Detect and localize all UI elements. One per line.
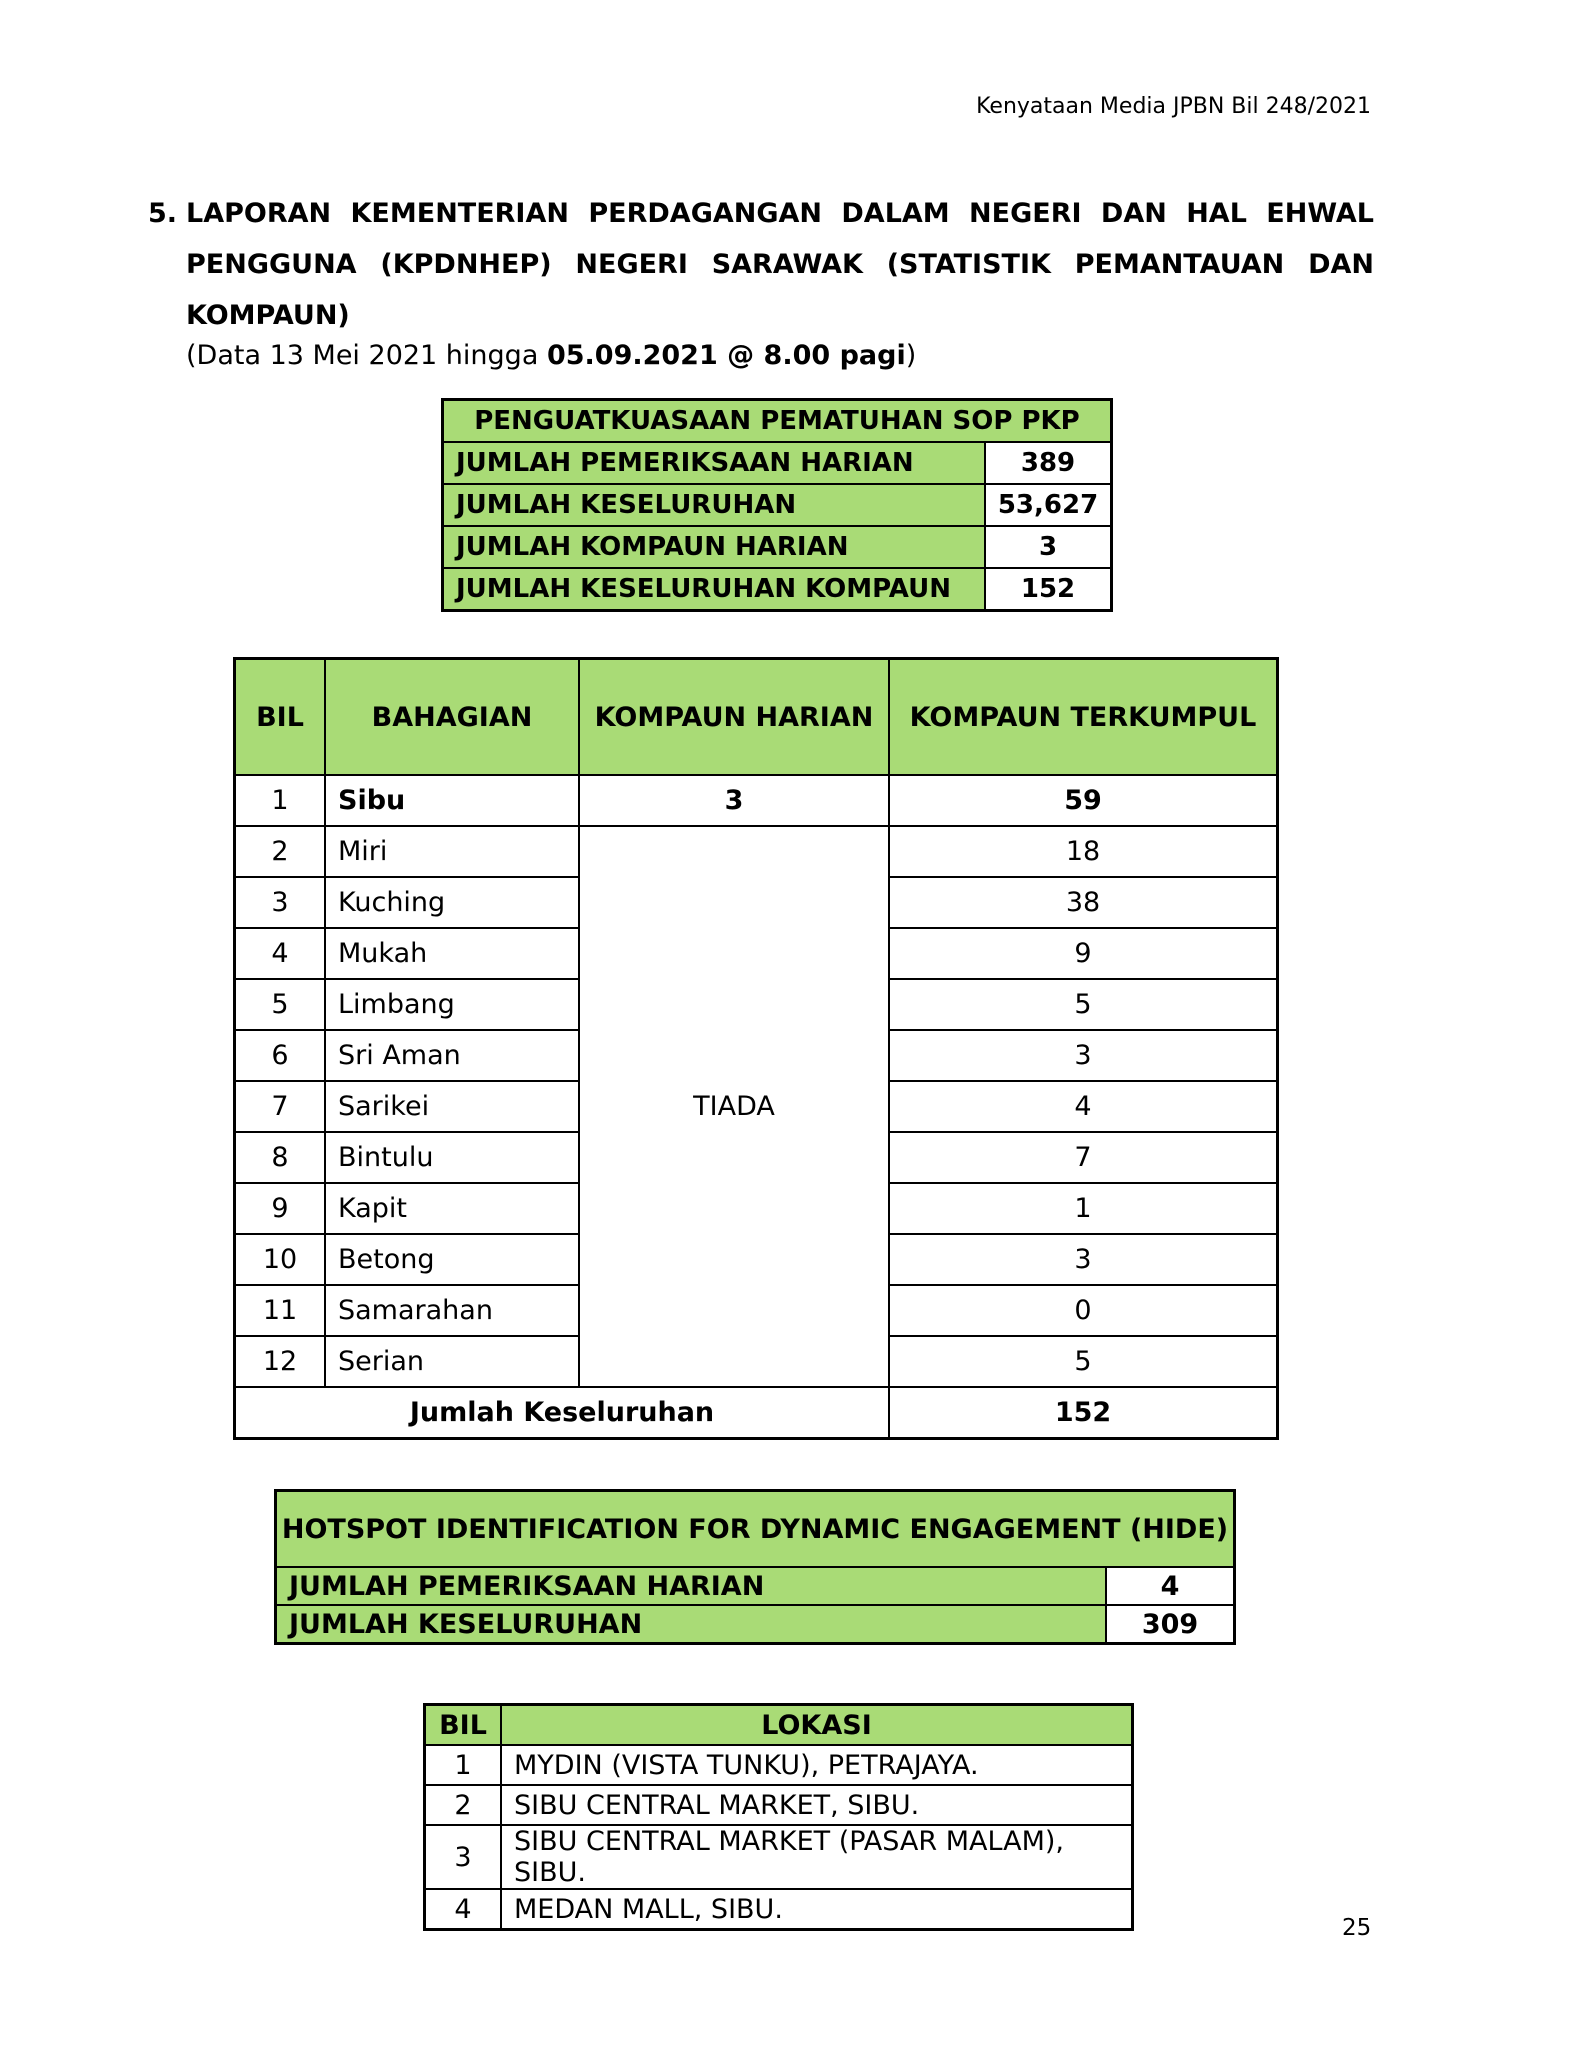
cell-bil: 8 bbox=[235, 1132, 326, 1183]
cell-bil: 5 bbox=[235, 979, 326, 1030]
cell-bahagian: Sarikei bbox=[325, 1081, 579, 1132]
cell-harian-merged: TIADA bbox=[579, 826, 889, 1387]
row-label: JUMLAH KESELURUHAN bbox=[276, 1605, 1107, 1644]
hide-table-title: HOTSPOT IDENTIFICATION FOR DYNAMIC ENGAGEMENT (HIDE) bbox=[276, 1491, 1235, 1568]
cell-bahagian: Miri bbox=[325, 826, 579, 877]
section-heading bbox=[148, 188, 1374, 341]
col-header-kompaun-terkumpul: KOMPAUN TERKUMPUL bbox=[889, 659, 1278, 776]
table-row bbox=[425, 1889, 1133, 1930]
row-value: 389 bbox=[985, 442, 1112, 484]
date-bold: 05.09.2021 @ 8.00 pagi bbox=[546, 340, 906, 371]
total-label: Jumlah Keseluruhan bbox=[235, 1387, 890, 1439]
cell-bahagian: Sri Aman bbox=[325, 1030, 579, 1081]
division-compound-table bbox=[233, 657, 1279, 1440]
row-value: 4 bbox=[1106, 1567, 1235, 1605]
cell-bil: 2 bbox=[425, 1785, 502, 1825]
cell-bil: 7 bbox=[235, 1081, 326, 1132]
table-header-row bbox=[235, 659, 1278, 776]
cell-terkumpul: 0 bbox=[889, 1285, 1278, 1336]
cell-bil: 12 bbox=[235, 1336, 326, 1387]
sop-enforcement-table bbox=[441, 398, 1113, 612]
cell-terkumpul: 4 bbox=[889, 1081, 1278, 1132]
cell-bahagian: Samarahan bbox=[325, 1285, 579, 1336]
cell-bahagian: Kapit bbox=[325, 1183, 579, 1234]
page-number: 25 bbox=[1342, 1915, 1372, 1941]
cell-bil: 2 bbox=[235, 826, 326, 877]
row-label: JUMLAH PEMERIKSAAN HARIAN bbox=[443, 442, 986, 484]
col-header-kompaun-harian: KOMPAUN HARIAN bbox=[579, 659, 889, 776]
section-title: LAPORAN KEMENTERIAN PERDAGANGAN DALAM NEGERI DAN HAL EHWAL PENGGUNA (KPDNHEP) NEGERI SARAWAK (STATISTIK PEMANTAUAN DAN KOMPAUN) bbox=[186, 198, 1374, 331]
cell-terkumpul: 9 bbox=[889, 928, 1278, 979]
row-value: 53,627 bbox=[985, 484, 1112, 526]
table-row bbox=[443, 484, 1112, 526]
total-value: 152 bbox=[889, 1387, 1278, 1439]
table-row bbox=[425, 1745, 1133, 1785]
col-header-lokasi: LOKASI bbox=[501, 1705, 1133, 1746]
cell-bahagian: Betong bbox=[325, 1234, 579, 1285]
cell-terkumpul: 38 bbox=[889, 877, 1278, 928]
cell-bahagian: Bintulu bbox=[325, 1132, 579, 1183]
row-label: JUMLAH KESELURUHAN KOMPAUN bbox=[443, 568, 986, 611]
cell-terkumpul: 3 bbox=[889, 1030, 1278, 1081]
cell-harian: 3 bbox=[579, 775, 889, 826]
table-row bbox=[443, 568, 1112, 611]
row-label: JUMLAH KESELURUHAN bbox=[443, 484, 986, 526]
cell-bil: 3 bbox=[235, 877, 326, 928]
cell-bahagian: Kuching bbox=[325, 877, 579, 928]
row-label: JUMLAH KOMPAUN HARIAN bbox=[443, 526, 986, 568]
section-number: 5. bbox=[148, 198, 178, 229]
cell-lokasi: SIBU CENTRAL MARKET, SIBU. bbox=[501, 1785, 1133, 1825]
table-header-row bbox=[425, 1705, 1133, 1746]
date-suffix: ) bbox=[905, 340, 917, 371]
table-row bbox=[276, 1567, 1235, 1605]
cell-lokasi: SIBU CENTRAL MARKET (PASAR MALAM), SIBU. bbox=[501, 1825, 1133, 1889]
cell-bil: 6 bbox=[235, 1030, 326, 1081]
cell-bil: 3 bbox=[425, 1825, 502, 1889]
cell-terkumpul: 1 bbox=[889, 1183, 1278, 1234]
col-header-bahagian: BAHAGIAN bbox=[325, 659, 579, 776]
cell-bil: 1 bbox=[235, 775, 326, 826]
cell-terkumpul: 5 bbox=[889, 1336, 1278, 1387]
table-row bbox=[425, 1785, 1133, 1825]
col-header-bil: BIL bbox=[235, 659, 326, 776]
cell-bahagian: Serian bbox=[325, 1336, 579, 1387]
cell-bil: 11 bbox=[235, 1285, 326, 1336]
cell-bil: 1 bbox=[425, 1745, 502, 1785]
col-header-bil: BIL bbox=[425, 1705, 502, 1746]
cell-bil: 9 bbox=[235, 1183, 326, 1234]
cell-terkumpul: 3 bbox=[889, 1234, 1278, 1285]
table-row bbox=[235, 775, 1278, 826]
table-row bbox=[425, 1825, 1133, 1889]
row-value: 3 bbox=[985, 526, 1112, 568]
cell-bahagian: Limbang bbox=[325, 979, 579, 1030]
table-row bbox=[443, 442, 1112, 484]
cell-bil: 4 bbox=[235, 928, 326, 979]
cell-terkumpul: 5 bbox=[889, 979, 1278, 1030]
cell-bahagian: Sibu bbox=[325, 775, 579, 826]
row-value: 309 bbox=[1106, 1605, 1235, 1644]
hide-summary-table bbox=[274, 1489, 1236, 1645]
table-row bbox=[235, 826, 1278, 877]
cell-bahagian: Mukah bbox=[325, 928, 579, 979]
cell-lokasi: MYDIN (VISTA TUNKU), PETRAJAYA. bbox=[501, 1745, 1133, 1785]
cell-lokasi: MEDAN MALL, SIBU. bbox=[501, 1889, 1133, 1930]
row-value: 152 bbox=[985, 568, 1112, 611]
date-prefix: (Data 13 Mei 2021 hingga bbox=[186, 340, 547, 371]
cell-terkumpul: 59 bbox=[889, 775, 1278, 826]
row-label: JUMLAH PEMERIKSAAN HARIAN bbox=[276, 1567, 1107, 1605]
date-range bbox=[186, 340, 916, 371]
location-table bbox=[423, 1703, 1134, 1931]
sop-table-title: PENGUATKUASAAN PEMATUHAN SOP PKP bbox=[443, 400, 1112, 443]
cell-bil: 4 bbox=[425, 1889, 502, 1930]
cell-terkumpul: 18 bbox=[889, 826, 1278, 877]
cell-bil: 10 bbox=[235, 1234, 326, 1285]
cell-terkumpul: 7 bbox=[889, 1132, 1278, 1183]
table-row bbox=[443, 526, 1112, 568]
table-row bbox=[276, 1605, 1235, 1644]
table-total-row bbox=[235, 1387, 1278, 1439]
document-reference: Kenyataan Media JPBN Bil 248/2021 bbox=[976, 94, 1371, 119]
